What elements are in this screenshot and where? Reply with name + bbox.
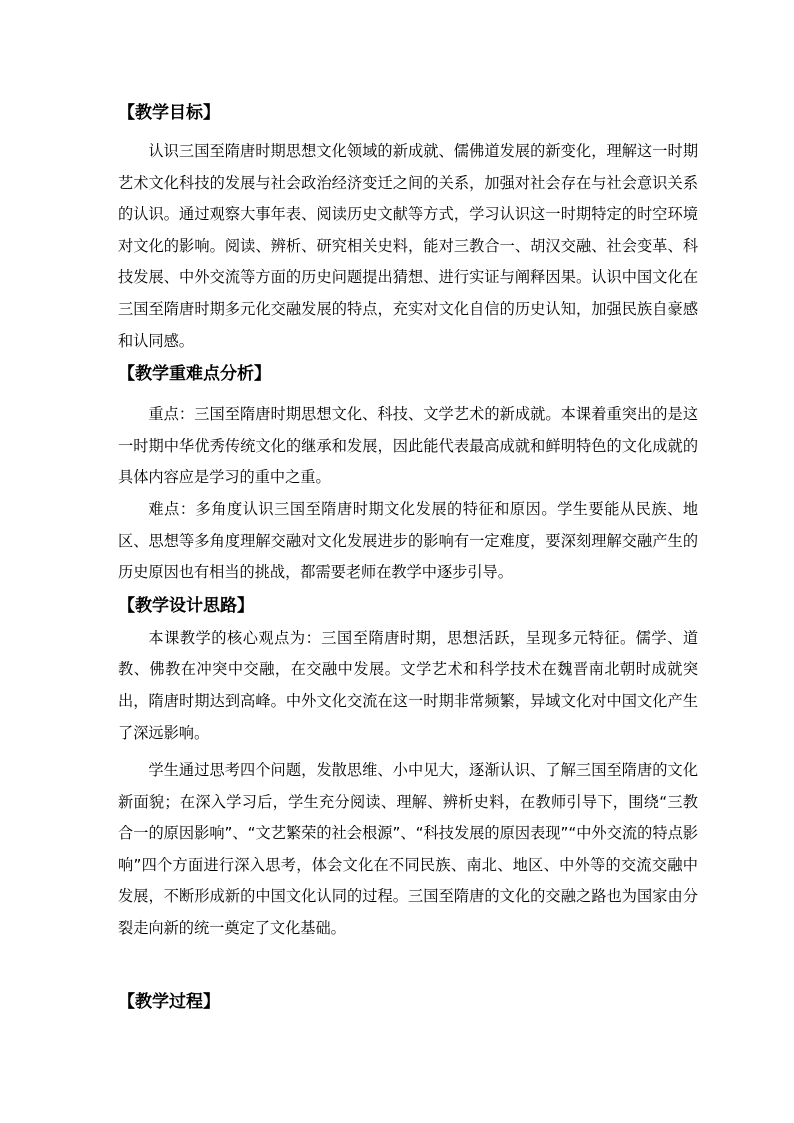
paragraph-design-core-view: 本课教学的核心观点为：三国至隋唐时期，思想活跃，呈现多元特征。儒学、道教、佛教在冲突中交融，在交融中发展。文学艺术和科学技术在魏晋南北朝时成就突出，隋唐时期达到高峰。中外文化交流在这一时期非常频繁，异域文化对中国文化产生了深远影响。	[118, 628, 698, 742]
heading-teaching-process: 【教学过程】	[118, 991, 220, 1012]
heading-teaching-goals: 【教学目标】	[118, 103, 220, 123]
paragraph-key-point: 重点：三国至隋唐时期思想文化、科技、文学艺术的新成就。本课着重突出的是这一时期中华优秀传统文化的继承和发展，因此能代表最高成就和鲜明特色的文化成就的具体内容应是学习的重中之重。	[118, 405, 698, 487]
heading-design-approach: 【教学设计思路】	[118, 595, 254, 616]
paragraph-difficult-point: 难点：多角度认识三国至隋唐时期文化发展的特征和原因。学生要能从民族、地区、思想等多角度理解交融对文化发展进步的影响有一定难度，要深刻理解交融产生的历史原因也有相当的挑战，都需要老师在教学中逐步引导。	[118, 499, 698, 582]
paragraph-teaching-goals: 认识三国至隋唐时期思想文化领域的新成就、儒佛道发展的新变化，理解这一时期艺术文化科技的发展与社会政治经济变迁之间的关系，加强对社会存在与社会意识关系的认识。通过观察大事年表、阅读历史文献等方式，学习认识这一时期特定的时空环境对文化的影响。阅读、辨析、研究相关史料，能对三教合一、胡汉交融、社会变革、科技发展、中外交流等方面的历史问题提出猜想、进行实证与阐释因果。认识中国文化在三国至隋唐时期多元化交融发展的特点，充实对文化自信的历史认知，加强民族自豪感和认同感。	[118, 142, 698, 350]
paragraph-design-method: 学生通过思考四个问题，发散思维、小中见大，逐渐认识、了解三国至隋唐的文化新面貌；在深入学习后，学生充分阅读、理解、辨析史料，在教师引导下，围绕“三教合一的原因影响”、“文艺繁荣的社会根源”、“科技发展的原因表现”“中外交流的特点影响”四个方面进行深入思考，体会文化在不同民族、南北、地区、中外等的交流交融中发展，不断形成新的中国文化认同的过程。三国至隋唐的文化的交融之路也为国家由分裂走向新的统一奠定了文化基础。	[118, 761, 698, 938]
heading-key-difficult-points: 【教学重难点分析】	[118, 364, 271, 385]
